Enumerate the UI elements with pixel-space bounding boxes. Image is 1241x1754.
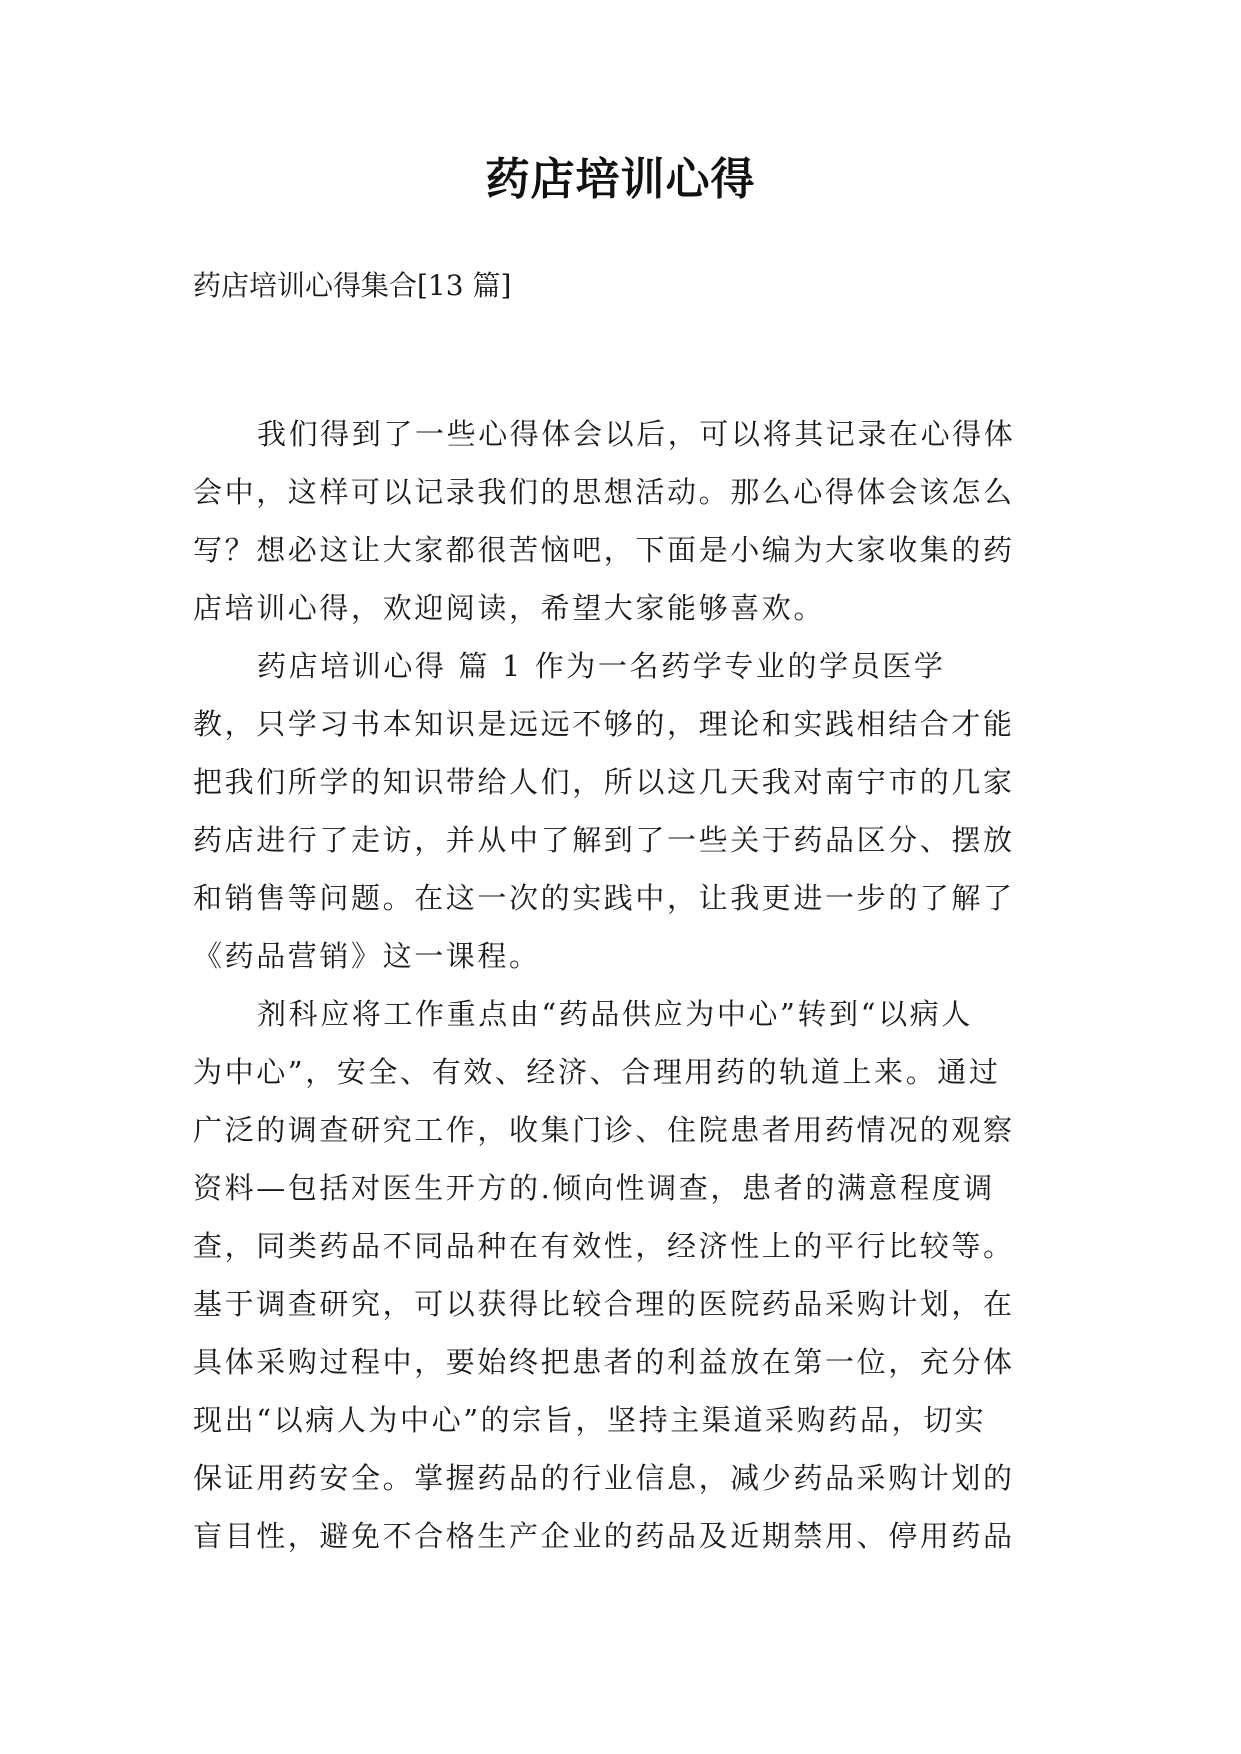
body-text bbox=[193, 405, 1053, 1565]
document-subtitle: 药店培训心得集合[13 篇] bbox=[193, 269, 512, 302]
text-line: 药店进行了走访，并从中了解到了一些关于药品区分、摆放 bbox=[193, 823, 1015, 857]
text-line: 《药品营销》这一课程。 bbox=[193, 939, 541, 973]
page-title: 药店培训心得 bbox=[485, 154, 756, 205]
text-line: 剂科应将工作重点由“药品供应为中心”转到“以病人 bbox=[257, 997, 973, 1031]
text-line: 为中心”，安全、有效、经济、合理用药的轨道上来。通过 bbox=[193, 1055, 1001, 1089]
text-line: 教，只学习书本知识是远远不够的，理论和实践相结合才能 bbox=[193, 707, 1015, 741]
text-line: 药店培训心得 篇 1 作为一名药学专业的学员医学 bbox=[257, 649, 946, 683]
text-line: 店培训心得，欢迎阅读，希望大家能够喜欢。 bbox=[193, 591, 826, 625]
text-line: 基于调查研究，可以获得比较合理的医院药品采购计划，在 bbox=[193, 1287, 1015, 1321]
text-line: 和销售等问题。在这一次的实践中，让我更进一步的了解了 bbox=[193, 881, 1015, 915]
text-line: 现出“以病人为中心”的宗旨，坚持主渠道采购药品，切实 bbox=[193, 1403, 987, 1437]
text-line: 我们得到了一些心得体会以后，可以将其记录在心得体 bbox=[257, 417, 1016, 451]
text-line: 盲目性，避免不合格生产企业的药品及近期禁用、停用药品 bbox=[193, 1519, 1015, 1553]
text-line: 保证用药安全。掌握药品的行业信息，减少药品采购计划的 bbox=[193, 1461, 1015, 1495]
text-line: 把我们所学的知识带给人们，所以这几天我对南宁市的几家 bbox=[193, 765, 1015, 799]
text-line: 会中，这样可以记录我们的思想活动。那么心得体会该怎么 bbox=[193, 475, 1015, 509]
text-line: 具体采购过程中，要始终把患者的利益放在第一位，充分体 bbox=[193, 1345, 1015, 1379]
text-line: 查，同类药品不同品种在有效性，经济性上的平行比较等。 bbox=[193, 1229, 1015, 1263]
text-line: 写？想必这让大家都很苦恼吧，下面是小编为大家收集的药 bbox=[193, 533, 1015, 567]
text-line: 资料—包括对医生开方的.倾向性调查，患者的满意程度调 bbox=[193, 1171, 995, 1205]
text-line: 广泛的调查研究工作，收集门诊、住院患者用药情况的观察 bbox=[193, 1113, 1015, 1147]
